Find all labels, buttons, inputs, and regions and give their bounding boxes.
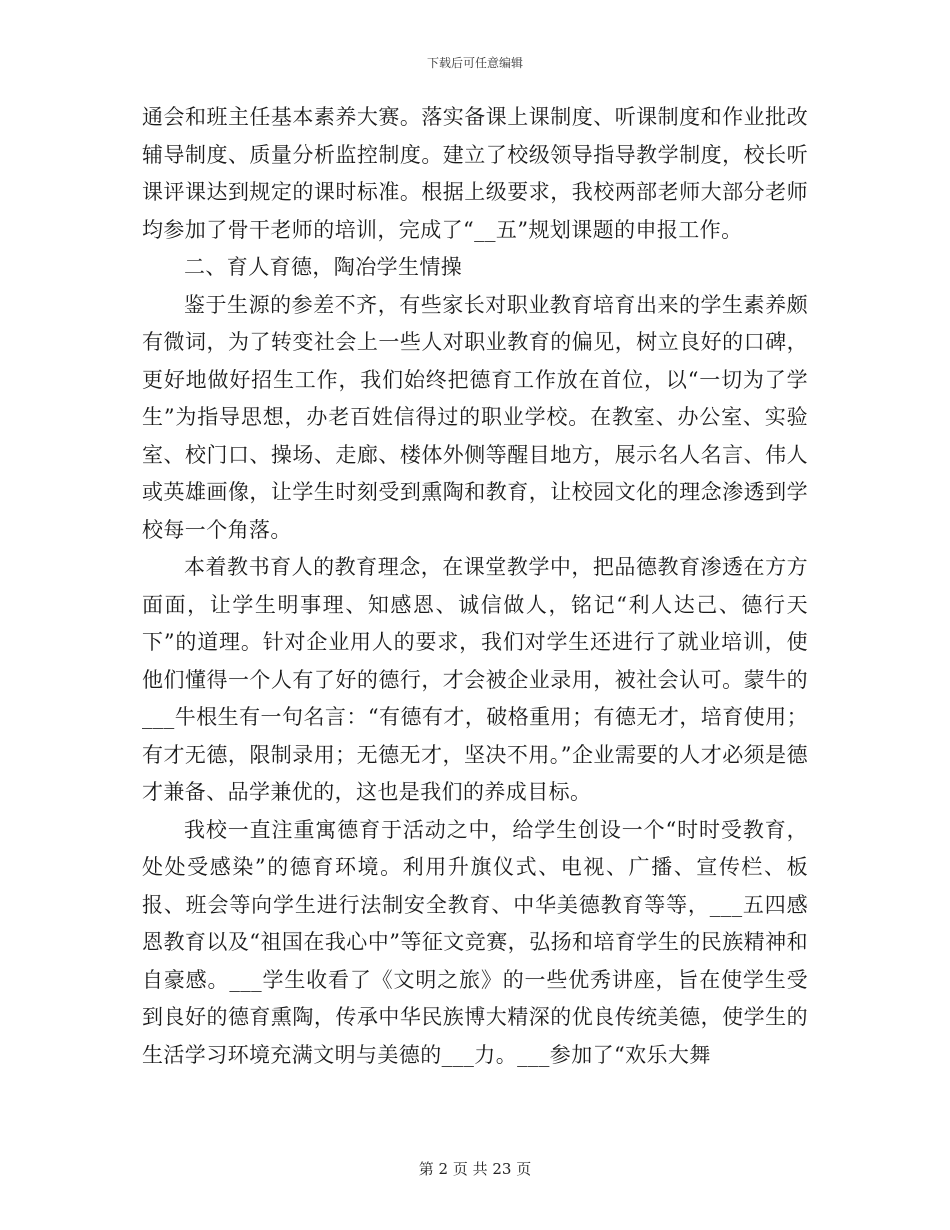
page-body [142, 99, 808, 1074]
paragraph: 我校一直注重寓德育于活动之中，给学生创设一个“时时受教育，处处受感染”的德育环境。利用升旗仪式、电视、广播、宣传栏、板报、班会等向学生进行法制安全教育、中华美德教育等等，___五四感恩教育以及“祖国在我心中”等征文竞赛，弘扬和培育学生的民族精神和自豪感。___学生收看了《文明之旅》的一些优秀讲座，旨在使学生受到良好的德育熏陶，传承中华民族博大精深的优良传统美德，使学生的生活学习环境充满文明与美德的___力。___参加了“欢乐大舞 [142, 817, 808, 1067]
page-header: 下载后可任意编辑 [426, 56, 523, 70]
paragraph: 通会和班主任基本素养大赛。落实备课上课制度、听课制度和作业批改辅导制度、质量分析监控制度。建立了校级领导指导教学制度，校长听课评课达到规定的课时标准。根据上级要求，我校两部老师大部分老师均参加了骨干老师的培训，完成了“__五”规划课题的申报工作。 [142, 105, 808, 242]
paragraph: 鉴于生源的参差不齐，有些家长对职业教育培育出来的学生素养颇有微词，为了转变社会上一些人对职业教育的偏见，树立良好的口碑，更好地做好招生工作，我们始终把德育工作放在首位，以“一切为了学生”为指导思想，办老百姓信得过的职业学校。在教室、办公室、实验室、校门口、操场、走廊、楼体外侧等醒目地方，展示名人名言、伟人或英雄画像，让学生时刻受到熏陶和教育，让校园文化的理念渗透到学校每一个角落。 [142, 292, 808, 542]
section-heading: 二、育人育德，陶冶学生情操 [184, 255, 463, 279]
page-footer: 第 2 页 共 23 页 [418, 1160, 532, 1178]
paragraph: 本着教书育人的教育理念，在课堂教学中，把品德教育渗透在方方面面，让学生明事理、知感恩、诚信做人，铭记“利人达己、德行天下”的道理。针对企业用人的要求，我们对学生还进行了就业培训，使他们懂得一个人有了好的德行，才会被企业录用，被社会认可。蒙牛的___牛根生有一句名言：“有德有才，破格重用；有德无才，培育使用；有才无德，限制录用；无德无才，坚决不用。”企业需要的人才必须是德才兼备、品学兼优的，这也是我们的养成目标。 [142, 555, 808, 804]
